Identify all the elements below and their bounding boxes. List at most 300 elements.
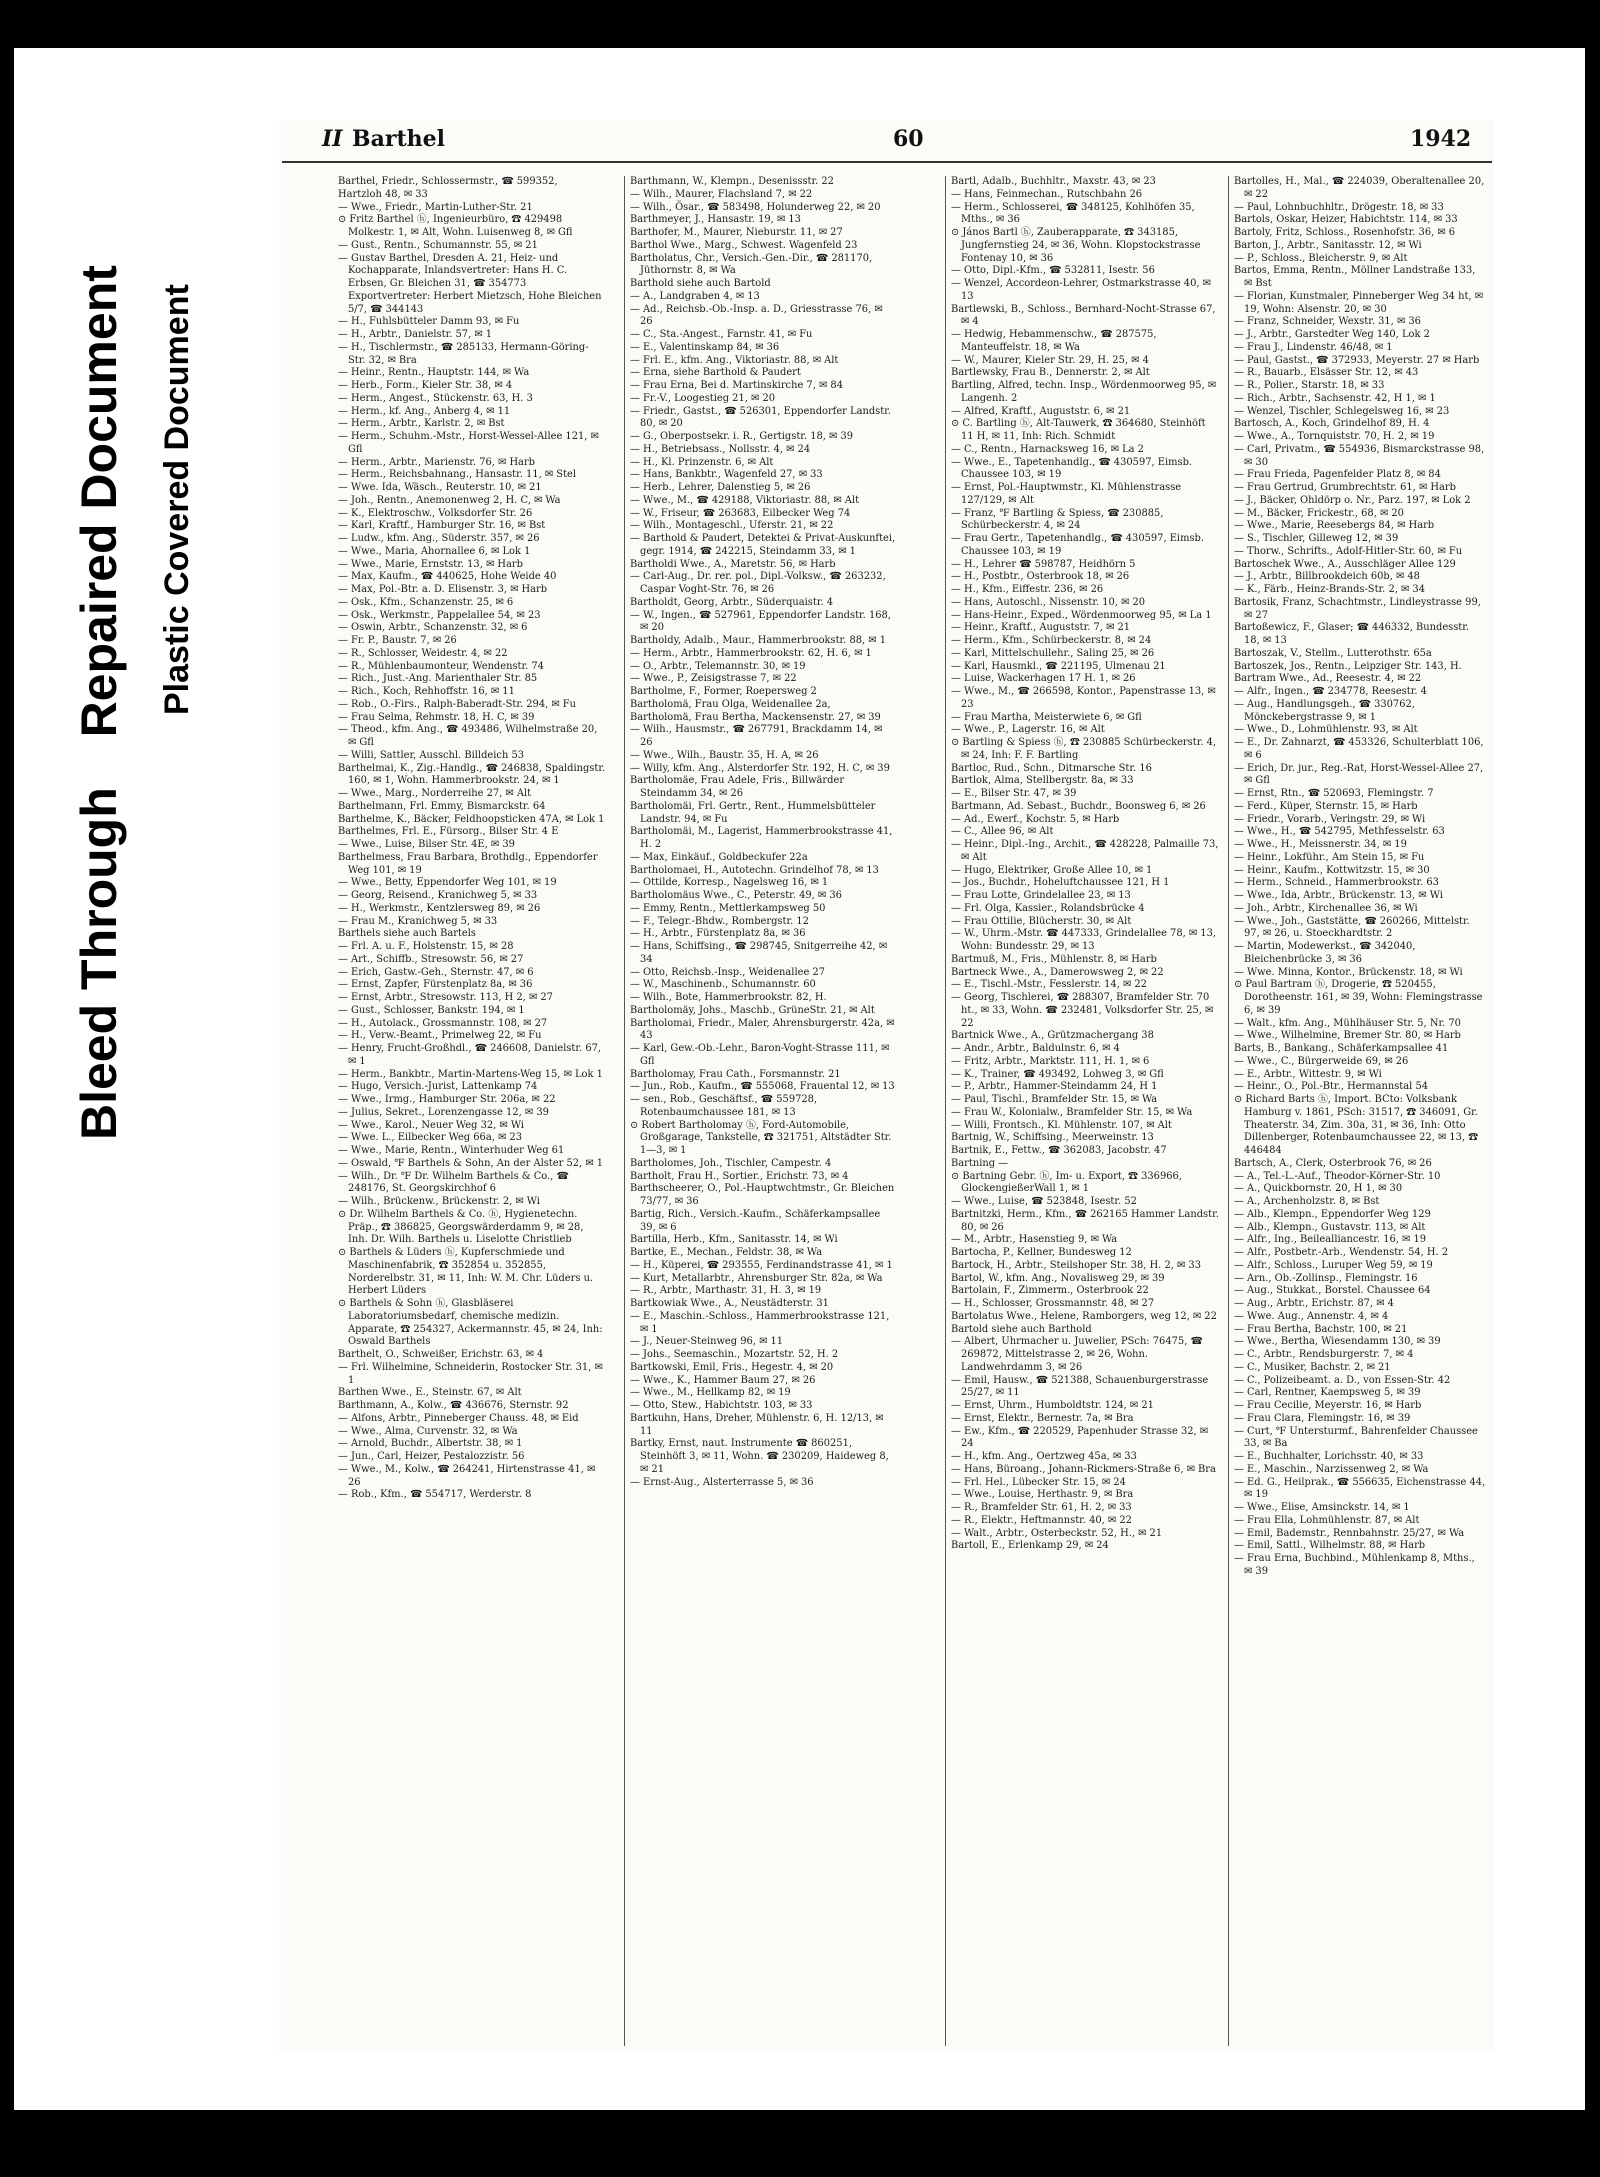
directory-entry: — Wenzel, Accordeon-Lehrer, Ostmarkstrasse 40, ✉ 13 [951, 278, 1211, 302]
directory-entry: — Frau Bertha, Bachstr. 100, ✉ 21 [1234, 1323, 1408, 1335]
directory-entry: — H., Postbtr., Osterbrook 18, ✉ 26 [951, 571, 1130, 583]
directory-entry: — Willy, kfm. Ang., Alsterdorfer Str. 192, H. C, ✉ 39 [630, 762, 890, 774]
directory-entry: — Otto, Dipl.-Kfm., ☎ 532811, Isestr. 56 [951, 265, 1155, 277]
directory-entry: — Walt., Arbtr., Osterbeckstr. 52, H., ✉ 21 [951, 1527, 1163, 1539]
directory-entry: — Joh., Arbtr., Kirchenallee 36, ✉ Wi [1234, 902, 1418, 914]
directory-entry: — Martin, Modewerkst., ☎ 342040, Bleichenbrücke 3, ✉ 36 [1234, 941, 1416, 965]
header-page-number: 60 [893, 126, 924, 152]
directory-entry: — Frau Gertrud, Grumbrechtstr. 61, ✉ Harb [1234, 482, 1456, 493]
directory-entry: — Paul, Lohnbuchhltr., Drögestr. 18, ✉ 33 [1234, 201, 1444, 213]
directory-entry: — Henry, Frucht-Großhdl., ☎ 246608, Danielstr. 67, ✉ 1 [338, 1043, 602, 1067]
directory-entry: — Wilh., Brückenw., Brückenstr. 2, ✉ Wi [338, 1196, 540, 1207]
directory-column-4 [1234, 176, 1486, 2046]
directory-entry: Bartmuß, M., Fris., Mühlenstr. 8, ✉ Harb [951, 953, 1157, 965]
directory-entry: Bartock, H., Arbtr., Steilshoper Str. 38, H. 2, ✉ 33 [951, 1259, 1202, 1271]
directory-entry: — R., Bramfelder Str. 61, H. 2, ✉ 33 [951, 1502, 1132, 1513]
directory-entry: — Wilh., Ösar., ☎ 583498, Holunderweg 22, ✉ 20 [630, 201, 881, 213]
directory-entry: ⊙ Bartning Gebr. ⓗ, Im- u. Export, ☎ 336966, GlockengießerWall 1, ✉ 1 [951, 1170, 1182, 1195]
directory-entry: — K., Elektroschw., Volksdorfer Str. 26 [338, 507, 533, 519]
directory-entry: — H., Werkmstr., Kentzlersweg 89, ✉ 26 [338, 902, 541, 914]
directory-entry: — Wenzel, Tischler, Schlegelsweg 16, ✉ 23 [1234, 405, 1450, 417]
directory-entry: — K., Trainer, ☎ 493492, Lohweg 3, ✉ Gfl [951, 1068, 1164, 1080]
directory-entry: — Wwe., Betty, Eppendorfer Weg 101, ✉ 19 [338, 877, 557, 889]
directory-entry: — Wwe., M., ☎ 429188, Viktoriastr. 88, ✉ Alt [630, 494, 860, 506]
directory-entry: — Willi, Sattler, Ausschl. Billdeich 53 [338, 749, 525, 761]
directory-entry: Barthofer, M., Maurer, Nieburstr. 11, ✉ 27 [630, 227, 843, 238]
repaired-document-text: Repaired Document [71, 265, 127, 738]
directory-entry: — Karl, Gew.-Ob.-Lehr., Baron-Voght-Strasse 111, ✉ Gfl [630, 1043, 890, 1067]
directory-entry: — E., Valentinskamp 84, ✉ 36 [630, 341, 780, 353]
directory-entry: — Fr. P., Baustr. 7, ✉ 26 [338, 635, 457, 646]
directory-entry: — Hugo, Versich.-Jurist, Lattenkamp 74 [338, 1081, 538, 1093]
directory-entry: — Herm., Arbtr., Karlstr. 2, ✉ Bst [338, 418, 505, 430]
directory-entry: — H., Betriebsass., Nollsstr. 4, ✉ 24 [630, 443, 811, 455]
directory-entry: — P., Arbtr., Hammer-Steindamm 24, H 1 [951, 1081, 1158, 1093]
directory-entry: ⊙ Robert Bartholomay ⓗ, Ford-Automobile, Großgarage, Tankstelle, ☎ 321751, Altstädter Str. 1—3, ✉ 1 [630, 1119, 892, 1156]
right-black-border [1585, 0, 1600, 2177]
directory-entry: — Gust., Schlosser, Bankstr. 194, ✉ 1 [338, 1004, 525, 1016]
directory-entry: — Wwe., Friedr., Martin-Luther-Str. 21 [338, 201, 533, 213]
directory-entry: — H., Arbtr., Fürstenplatz 8a, ✉ 36 [630, 928, 806, 940]
directory-entry: — Alfr., Ingen., ☎ 234778, Reesestr. 4 [1234, 686, 1427, 697]
header-section: II [322, 126, 343, 152]
directory-entry: — Willi, Frontsch., Kl. Mühlenstr. 107, ✉ Alt [951, 1119, 1172, 1131]
top-black-border [0, 0, 1600, 48]
directory-entry: — Heinr., Kraftf., Auguststr. 7, ✉ 21 [951, 622, 1131, 634]
directory-entry: — Carl, Privatm., ☎ 554936, Bismarckstrasse 98, ✉ 30 [1234, 443, 1485, 468]
directory-entry: — C., Musiker, Bachstr. 2, ✉ 21 [1234, 1361, 1391, 1373]
directory-entry: Barthelmai, K., Zig.-Handlg., ☎ 246838, Spaldingstr. 160, ✉ 1, Wohn. Hammerbrookstr. 24, ✉ 1 [338, 762, 606, 787]
directory-entry: Barthmeyer, J., Hansastr. 19, ✉ 13 [630, 214, 801, 226]
directory-entry: — W., Maschinenb., Schumannstr. 60 [630, 979, 816, 991]
directory-entry: — Jun., Carl, Heizer, Pestalozzistr. 56 [338, 1451, 525, 1462]
directory-entry: — R., Bauarb., Elsässer Str. 12, ✉ 43 [1234, 367, 1419, 379]
directory-entry: — Wwe., Marie, Rentn., Winterhuder Weg 61 [338, 1145, 565, 1156]
directory-entry: — Wilh., Maurer, Flachsland 7, ✉ 22 [630, 188, 813, 200]
directory-entry: — Julius, Sekret., Lorenzengasse 12, ✉ 39 [338, 1106, 549, 1118]
directory-entry: Barthold siehe auch Bartold [630, 278, 771, 289]
directory-entry: Bartholdy, Adalb., Maur., Hammerbrookstr. 88, ✉ 1 [630, 635, 887, 646]
directory-entry: Barthelme, K., Bäcker, Feldhoopsticken 47A, ✉ Lok 1 [338, 813, 605, 825]
directory-entry: — Wwe., Alma, Curvenstr. 32, ✉ Wa [338, 1425, 518, 1437]
directory-entry: ⊙ Barthels & Sohn ⓗ, Glasbläserei Laboratoriumsbedarf, chemische medizin. Apparate, ☎ 254327, Ackermannstr. 45, ✉ 24, Inh: Oswald Barthels [338, 1298, 603, 1348]
directory-entry: — Alfr., Postbetr.-Arb., Wendenstr. 54, H. 2 [1234, 1247, 1449, 1258]
directory-entry: — Wwe., H., Meissnerstr. 34, ✉ 19 [1234, 839, 1407, 850]
directory-entry: — Rich., Just.-Ang. Marienthaler Str. 85 [338, 673, 538, 685]
directory-entry: — Wwe., Marg., Norderreihe 27, ✉ Alt [338, 788, 532, 799]
directory-entry: — Barthold & Paudert, Detektei & Privat-Auskunftei, gegr. 1914, ☎ 242215, Steindamm 33, ✉ 1 [630, 533, 896, 557]
directory-entry: — Ernst, Pol.-Hauptwmstr., Kl. Mühlenstrasse 127/129, ✉ Alt [951, 482, 1182, 506]
directory-entry: Bartholomäe, Frau Adele, Fris., Billwärder Steindamm 34, ✉ 26 [630, 775, 845, 799]
directory-entry: — Alfr., Schloss., Luruper Weg 59, ✉ 19 [1234, 1259, 1433, 1271]
header-name: Barthel [352, 126, 445, 152]
directory-entry: Bartnik, E., Fettw., ☎ 362083, Jacobstr. 47 [951, 1145, 1167, 1156]
directory-entry: — K., Färb., Heinz-Brands-Str. 2, ✉ 34 [1234, 584, 1425, 595]
directory-entry: — Wwe., H., ☎ 542795, Methfesselstr. 63 [1234, 826, 1445, 838]
directory-entry: — Erich, Dr. jur., Reg.-Rat, Horst-Wessel-Allee 27, ✉ Gfl [1234, 762, 1484, 787]
directory-entry: Hartzloh 48, ✉ 33 [338, 188, 428, 200]
directory-entry: — C., Sta.-Angest., Farnstr. 41, ✉ Fu [630, 329, 813, 340]
directory-entry: — M., Bäcker, Frickestr., 68, ✉ 20 [1234, 507, 1404, 519]
directory-entry: — Wilh., Dr. ℉ Dr. Wilhelm Barthels & Co., ☎ 248176, St. Georgskirchhof 6 [338, 1170, 569, 1195]
bleed-through-text: Bleed Through [71, 787, 127, 1140]
directory-entry: — Herm., Reichsbahnang., Hansastr. 11, ✉ Stel [338, 469, 577, 481]
directory-entry: Bartholomäi, Frl. Gertr., Rent., Hummelsbütteler Landstr. 94, ✉ Fu [630, 800, 876, 825]
directory-entry: — H., Fuhlsbütteler Damm 93, ✉ Fu [338, 316, 520, 328]
directory-entry: — E., Buchhalter, Lorichsstr. 40, ✉ 33 [1234, 1451, 1424, 1462]
directory-column-1 [338, 176, 606, 2046]
directory-entry: — Alb., Klempn., Gustavstr. 113, ✉ Alt [1234, 1221, 1426, 1233]
directory-entry: Bartning — [951, 1157, 1009, 1169]
directory-entry: — R., Elektr., Heftmannstr. 40, ✉ 22 [951, 1514, 1132, 1526]
directory-entry: ⊙ János Bartl ⓗ, Zauberapparate, ☎ 343185, Jungfernstieg 24, ✉ 36, Wohn. Klopstockstrasse Fontenay 10, ✉ 36 [951, 227, 1201, 264]
directory-entry: Barthelmes, Frl. E., Fürsorg., Bilser Str. 4 E [338, 826, 559, 838]
directory-entry: — Emil, Sattl., Wilhelmstr. 88, ✉ Harb [1234, 1540, 1426, 1552]
directory-entry: — Erna, siehe Barthold & Paudert [630, 367, 801, 379]
directory-entry: Bartkowski, Emil, Fris., Hegestr. 4, ✉ 20 [630, 1361, 834, 1373]
directory-entry: — Herm., Bankbtr., Martin-Martens-Weg 15, ✉ Lok 1 [338, 1068, 603, 1080]
directory-entry: — Wwe., Karol., Neuer Weg 32, ✉ Wi [338, 1119, 524, 1131]
directory-entry: Bartholomes, Joh., Tischler, Campestr. 4 [630, 1157, 832, 1169]
directory-entry: — Heinr., Dipl.-Ing., Archit., ☎ 428228, Palmaille 73, ✉ Alt [951, 839, 1219, 863]
directory-entry: — Heinr., Kaufm., Kottwitzstr. 15, ✉ 30 [1234, 864, 1430, 876]
directory-entry: — Curt, ℉ Untersturmf., Bahrenfelder Chaussee 33, ✉ Ba [1234, 1425, 1478, 1450]
directory-entry: ⊙ Richard Barts ⓗ, Import. BCto: Volksbank Hamburg v. 1861, PSch: 31517, ☎ 346091, Gr. Theaterstr. 34, Zim. 30a, 31, ✉ 36, Inh: Otto Dillenberger, Rotenbaumchaussee 22, ✉ 13, ☎ 446484 [1234, 1094, 1479, 1156]
directory-entry: Barthelmann, Frl. Emmy, Bismarckstr. 64 [338, 800, 546, 812]
directory-entry: — C., Arbtr., Rendsburgerstr. 7, ✉ 4 [1234, 1349, 1414, 1360]
directory-entry: — Hans, Feinmechan., Rutschbahn 26 [951, 188, 1143, 200]
directory-entry: Barts, B., Bankang., Schäferkampsallee 41 [1234, 1043, 1449, 1054]
directory-entry: — Otto, Stew., Habichtstr. 103, ✉ 33 [630, 1400, 813, 1411]
directory-entry: ⊙ Dr. Wilhelm Barthels & Co. ⓗ, Hygienetechn. Präp., ☎ 386825, Georgswärderdamm 9, ✉ 28, Inh. Dr. Wilh. Barthels u. Liselotte Christlieb [338, 1208, 584, 1246]
directory-entry: ⊙ Paul Bartram ⓗ, Drogerie, ☎ 520455, Dorotheenstr. 161, ✉ 39, Wohn: Flemingstrasse 6, ✉ 39 [1234, 979, 1483, 1016]
directory-entry: — H., kfm. Ang., Oertzweg 45a, ✉ 33 [951, 1451, 1137, 1462]
directory-entry: — Karl, Mittelschullehr., Saling 25, ✉ 26 [951, 647, 1155, 659]
directory-entry: Bartlewsky, Frau B., Dennerstr. 2, ✉ Alt [951, 367, 1150, 379]
directory-entry: Bartolain, F., Zimmerm., Osterbrook 22 [951, 1285, 1149, 1297]
directory-entry: — R., Schlosser, Weidestr. 4, ✉ 22 [338, 647, 508, 659]
directory-entry: — Hugo, Elektriker, Große Allee 10, ✉ 1 [951, 864, 1153, 876]
directory-entry: — A., Tel.-L.-Auf., Theodor-Körner-Str. 10 [1234, 1170, 1441, 1182]
directory-entry: Bartholomäus Wwe., C., Peterstr. 49, ✉ 36 [630, 890, 842, 901]
directory-entry: — Frau Ella, Lohmühlenstr. 87, ✉ Alt [1234, 1514, 1420, 1526]
directory-entry: — Ernst, Elektr., Bernestr. 7a, ✉ Bra [951, 1412, 1134, 1424]
directory-entry: Bartos, Emma, Rentn., Möllner Landstraße 133, ✉ Bst [1234, 265, 1476, 289]
directory-entry: — Florian, Kunstmaler, Pinneberger Weg 34 ht, ✉ 19, Wohn: Alsenstr. 20, ✉ 30 [1234, 290, 1483, 315]
directory-entry: — C., Rentn., Harnacksweg 16, ✉ La 2 [951, 443, 1144, 455]
directory-entry: — H., Kl. Prinzenstr. 6, ✉ Alt [630, 456, 774, 468]
directory-entry: Barthscheerer, O., Pol.-Hauptwchtmstr., Gr. Bleichen 73/77, ✉ 36 [630, 1183, 895, 1207]
directory-entry: — C., Allee 96, ✉ Alt [951, 826, 1054, 838]
directory-entry: — Frau M., Kranichweg 5, ✉ 33 [338, 915, 498, 927]
directory-entry: — Hans, Bankbtr., Wagenfeld 27, ✉ 33 [630, 469, 823, 481]
directory-entry: — Frau Selma, Rehmstr. 18, H. C, ✉ 39 [338, 711, 535, 723]
directory-entry: Barthmann, W., Klempn., Desenissstr. 22 [630, 176, 834, 187]
directory-entry: — Frau W., Kolonialw., Bramfelder Str. 15, ✉ Wa [951, 1106, 1193, 1118]
directory-entry: — Franz, ℉ Bartling & Spiess, ☎ 230885, Schürbeckerstr. 4, ✉ 24 [951, 507, 1164, 532]
directory-entry: — Ernst, Zapfer, Fürstenplatz 8a, ✉ 36 [338, 979, 533, 991]
directory-entry: — Franz, Schneider, Wexstr. 31, ✉ 36 [1234, 316, 1421, 328]
directory-entry: — Aug., Handlungsgeh., ☎ 330762, Mönckebergstrasse 9, ✉ 1 [1234, 698, 1415, 723]
directory-entry: — P., Schloss., Bleicherstr. 9, ✉ Alt [1234, 252, 1408, 264]
directory-entry: Bartholomai, Friedr., Maler, Ahrensburgerstr. 42a, ✉ 43 [630, 1017, 895, 1042]
directory-entry: — Heinr., Lokführ., Am Stein 15, ✉ Fu [1234, 851, 1425, 863]
directory-entry: — Herb., Form., Kieler Str. 38, ✉ 4 [338, 380, 513, 391]
directory-entry: Bartholomay, Frau Cath., Forsmannstr. 21 [630, 1068, 841, 1080]
directory-entry: — E., Dr. Zahnarzt, ☎ 453326, Schulterblatt 106, ✉ 6 [1234, 737, 1484, 761]
directory-column-3 [951, 176, 1219, 2046]
directory-entry: — Herm., Schneid., Hammerbrookstr. 63 [1234, 877, 1439, 889]
directory-entry: Bartholt, Frau H., Sortier., Erichstr. 73, ✉ 4 [630, 1170, 849, 1182]
directory-entry: — Rich., Koch, Rehhoffstr. 16, ✉ 11 [338, 686, 515, 697]
directory-entry: — Georg, Reisend., Kranichweg 5, ✉ 33 [338, 890, 538, 901]
directory-entry: — G., Oberpostsekr. i. R., Gertigstr. 18, ✉ 39 [630, 431, 854, 442]
directory-entry: — E., Tischl.-Mstr., Fesslerstr. 14, ✉ 22 [951, 979, 1147, 991]
directory-entry: — Albert, Uhrmacher u. Juwelier, PSch: 76475, ☎ 269872, Mittelstrasse 2, ✉ 26, Wohn. Landwehrdamm 3, ✉ 26 [951, 1336, 1203, 1373]
directory-entry: — Paul, Gastst., ☎ 372933, Meyerstr. 27 ✉ Harb [1234, 354, 1480, 366]
directory-entry: — Erich, Gastw.-Geh., Sternstr. 47, ✉ 6 [338, 966, 534, 978]
directory-entry: — Otto, Reichsb.-Insp., Weidenallee 27 [630, 966, 825, 978]
directory-entry: — Frau Lotte, Grindelallee 23, ✉ 13 [951, 890, 1131, 901]
directory-entry: — Ludw., kfm. Ang., Süderstr. 357, ✉ 26 [338, 533, 540, 544]
directory-entry: — Wwe., Luise, ☎ 523848, Isestr. 52 [951, 1196, 1137, 1207]
bottom-black-border [0, 2110, 1600, 2177]
directory-entry: Bartholomaei, H., Autotechn. Grindelhof 78, ✉ 13 [630, 864, 879, 876]
directory-entry: ⊙ Bartling & Spiess ⓗ, ☎ 230885 Schürbeckerstr. 4, ✉ 24, Inh: F. F. Bartling [951, 737, 1217, 761]
directory-entry: — Wwe., M., Hellkamp 82, ✉ 19 [630, 1387, 791, 1399]
column-divider [624, 176, 625, 2046]
directory-entry: — Arn., Ob.-Zollinsp., Flemingstr. 16 [1234, 1272, 1418, 1284]
directory-entry: Barton, J., Arbtr., Sanitasstr. 12, ✉ Wi [1234, 239, 1422, 251]
directory-entry: — Ad., Ewerf., Kochstr. 5, ✉ Harb [951, 813, 1120, 825]
directory-entry: Bartosik, Franz, Schachtmstr., Lindleystrasse 99, ✉ 27 [1234, 596, 1481, 621]
directory-entry: — E., Maschin., Narzissenweg 2, ✉ Wa [1234, 1463, 1429, 1475]
directory-entry: Bartsch, A., Clerk, Osterbrook 76, ✉ 26 [1234, 1157, 1432, 1169]
directory-entry: Barthol Wwe., Marg., Schwest. Wagenfeld 23 [630, 239, 858, 251]
directory-entry: — Alb., Klempn., Eppendorfer Weg 129 [1234, 1208, 1431, 1220]
directory-entry: — Frau Erna, Buchbind., Mühlenkamp 8, Mths., ✉ 39 [1234, 1553, 1475, 1577]
directory-entry: — R., Polier., Starstr. 18, ✉ 33 [1234, 380, 1385, 391]
directory-entry: — Herb., Lehrer, Dalenstieg 5, ✉ 26 [630, 482, 811, 493]
directory-entry: — Hans, Schiffsing., ☎ 298745, Snitgerreihe 42, ✉ 34 [630, 941, 888, 965]
directory-entry: — Johs., Seemaschin., Mozartstr. 52, H. 2 [630, 1349, 839, 1360]
directory-entry: — Ernst, Arbtr., Stresowstr. 113, H 2, ✉ 27 [338, 992, 553, 1003]
directory-entry: — Frau Erna, Bei d. Martinskirche 7, ✉ 84 [630, 380, 843, 391]
directory-entry: — Fritz, Arbtr., Marktstr. 111, H. 1, ✉ 6 [951, 1055, 1150, 1067]
directory-entry: — Wilh., Montageschl., Uferstr. 21, ✉ 22 [630, 520, 834, 532]
directory-entry: — Frau Gertr., Tapetenhandlg., ☎ 430597, Eimsb. Chaussee 103, ✉ 19 [951, 533, 1204, 557]
directory-entry: — Frau Clara, Flemingstr. 16, ✉ 39 [1234, 1412, 1411, 1424]
directory-entry: Bartolles, H., Mal., ☎ 224039, Oberaltenallee 20, ✉ 22 [1234, 176, 1485, 200]
directory-entry: Bartholme, F., Former, Roepersweg 2 [630, 686, 817, 697]
directory-entry: Bartoschek Wwe., A., Ausschläger Allee 129 [1234, 558, 1456, 570]
directory-entry: — W., Uhrm.-Mstr. ☎ 447333, Grindelallee 78, ✉ 13, Wohn: Bundesstr. 29, ✉ 13 [951, 928, 1217, 952]
directory-entry: — Alfred, Kraftf., Auguststr. 6, ✉ 21 [951, 405, 1131, 417]
directory-entry: Bartholomäy, Johs., Maschb., GrüneStr. 21, ✉ Alt [630, 1004, 875, 1016]
directory-entry: Bartolatus Wwe., Helene, Ramborgers, weg 12, ✉ 22 [951, 1310, 1217, 1322]
directory-entry: — Art., Schiffb., Stresowstr. 56, ✉ 27 [338, 953, 524, 965]
directory-entry: — Wwe. Ida, Wäsch., Reuterstr. 10, ✉ 21 [338, 482, 542, 493]
directory-entry: — Carl-Aug., Dr. rer. pol., Dipl.-Volksw., ☎ 263232, Caspar Voght-Str. 76, ✉ 26 [630, 571, 886, 595]
directory-entry: — Heinr., O., Pol.-Btr., Hermannstal 54 [1234, 1081, 1429, 1093]
directory-entry: Bartke, E., Mechan., Feldstr. 38, ✉ Wa [630, 1247, 823, 1258]
directory-entry: — Karl, Kraftf., Hamburger Str. 16, ✉ Bst [338, 520, 546, 532]
directory-entry: — Wwe., Marie, Reesebergs 84, ✉ Harb [1234, 520, 1435, 532]
directory-entry: — Theod., kfm. Ang., ☎ 493486, Wilhelmstraße 20, ✉ Gfl [338, 724, 598, 748]
directory-entry: — Frl. Hel., Lübecker Str. 15, ✉ 24 [951, 1476, 1126, 1488]
directory-entry: — Jos., Buchdr., Hoheluftchaussee 121, H 1 [951, 877, 1170, 889]
directory-entry: — Wwe., Maria, Ahornallee 6, ✉ Lok 1 [338, 545, 531, 557]
directory-entry: — Wwe., Irmg., Hamburger Str. 206a, ✉ 22 [338, 1094, 556, 1105]
directory-entry: — Rob., Kfm., ☎ 554717, Werderstr. 8 [338, 1489, 532, 1501]
directory-entry: Barthmann, A., Kolw., ☎ 436676, Sternstr. 92 [338, 1400, 569, 1411]
directory-entry: — C., Polizeibeamt. a. D., von Essen-Str. 42 [1234, 1374, 1451, 1386]
directory-entry: — Herm., Arbtr., Marienstr. 76, ✉ Harb [338, 456, 535, 468]
directory-entry: — Osk., Werkmstr., Pappelallee 54, ✉ 23 [338, 609, 541, 621]
directory-entry: Bartnig, W., Schiffsing., Meerweinstr. 13 [951, 1132, 1154, 1144]
directory-entry: — Rich., Arbtr., Sachsenstr. 42, H 1, ✉ 1 [1234, 392, 1436, 404]
directory-entry: — Wwe., D., Lohmühlenstr. 93, ✉ Alt [1234, 724, 1418, 736]
directory-entry: — Max, Pol.-Btr. a. D. Elisenstr. 3, ✉ Harb [338, 584, 548, 595]
directory-entry: — A., Archenholzstr. 8, ✉ Bst [1234, 1196, 1380, 1207]
directory-entry: — Carl, Rentner, Kaempsweg 5, ✉ 39 [1234, 1387, 1421, 1399]
directory-entry: — Walt., kfm. Ang., Mühlhäuser Str. 5, Nr. 70 [1234, 1017, 1461, 1029]
directory-entry: — sen., Rob., Geschäftsf., ☎ 559728, Rotenbaumchaussee 181, ✉ 13 [630, 1094, 818, 1118]
directory-entry: — Ferd., Küper, Sternstr. 15, ✉ Harb [1234, 800, 1418, 812]
directory-entry: — Wwe. Minna, Kontor., Brückenstr. 18, ✉ Wi [1234, 966, 1463, 978]
directory-entry: Bartold siehe auch Barthold [951, 1323, 1092, 1335]
directory-entry: — Frau Frieda, Pagenfelder Platz 8, ✉ 84 [1234, 469, 1441, 481]
directory-entry: — Frau Martha, Meisterwiete 6, ✉ Gfl [951, 711, 1142, 723]
directory-entry: — Wwe., E., Tapetenhandlg., ☎ 430597, Eimsb. Chaussee 103, ✉ 19 [951, 456, 1193, 481]
directory-entry: — W., Ingen., ☎ 527961, Eppendorfer Landstr. 168, ✉ 20 [630, 609, 891, 634]
directory-entry: — Gustav Barthel, Dresden A. 21, Heiz- und Kochapparate, Inlandsvertreter: Hans H. C. Erbsen, Gr. Bleichen 31, ☎ 354773 Exportvertreter: Herbert Mietzsch, Hohe Bleichen 5/7, ☎ 344143 [338, 252, 602, 315]
directory-entry: Bartling, Alfred, techn. Insp., Wördenmoorweg 95, ✉ Langenh. 2 [951, 380, 1217, 404]
directory-entry: — Ew., Kfm., ☎ 220529, Papenhuder Strasse 32, ✉ 24 [951, 1425, 1209, 1450]
directory-entry: — Oswin, Arbtr., Schanzenstr. 32, ✉ 6 [338, 622, 528, 634]
directory-entry: ⊙ C. Bartling ⓗ, Alt-Tauwerk, ☎ 364680, Steinhöft 11 H, ✉ 11, Inh: Rich. Schmidt [951, 418, 1206, 442]
directory-entry: — Thorw., Schrifts., Adolf-Hitler-Str. 60, ✉ Fu [1234, 545, 1463, 557]
directory-entry: — Frl. A. u. F., Holstenstr. 15, ✉ 28 [338, 941, 514, 952]
directory-entry: — Ottilde, Korresp., Nagelsweg 16, ✉ 1 [630, 877, 829, 889]
directory-entry: — Friedr., Vorarb., Veringstr. 29, ✉ Wi [1234, 813, 1426, 825]
directory-entry: — H., Verw.-Beamt., Primelweg 22, ✉ Fu [338, 1030, 542, 1042]
directory-entry: — Emmy, Rentn., Mettlerkampsweg 50 [630, 902, 826, 914]
directory-entry: — Frl. Olga, Kassier., Rolandsbrücke 4 [951, 902, 1145, 914]
directory-entry: — Aug., Stukkat., Borstel. Chaussee 64 [1234, 1285, 1431, 1297]
directory-entry: — Gust., Rentn., Schumannstr. 55, ✉ 21 [338, 239, 538, 251]
directory-entry: — Hans, Büroang., Johann-Rickmers-Straße 6, ✉ Bra [951, 1463, 1216, 1475]
directory-entry: — S., Tischler, Gilleweg 12, ✉ 39 [1234, 533, 1399, 544]
directory-entry: — Osk., Kfm., Schanzenstr. 25, ✉ 6 [338, 596, 514, 608]
directory-entry: Bartholatus, Chr., Versich.-Gen.-Dir., ☎ 281170, Jüthornstr. 8, ✉ Wa [630, 252, 873, 277]
directory-entry: — Ernst, Rtn., ☎ 520693, Flemingstr. 7 [1234, 788, 1434, 799]
directory-entry: Bartols, Oskar, Heizer, Habichtstr. 114, ✉ 33 [1234, 214, 1458, 226]
directory-entry: — Frau Cecilie, Meyerstr. 16, ✉ Harb [1234, 1400, 1422, 1411]
directory-entry: — Kurt, Metallarbtr., Ahrensburger Str. 82a, ✉ Wa [630, 1272, 883, 1284]
directory-entry: — H., Tischlermstr., ☎ 285133, Hermann-Göring-Str. 32, ✉ Bra [338, 341, 589, 366]
directory-entry: — Max, Einkäuf., Goldbeckufer 22a [630, 851, 808, 863]
directory-entry: — Hedwig, Hebammenschw., ☎ 287575, Manteuffelstr. 18, ✉ Wa [951, 329, 1157, 353]
directory-entry: Bartol, W., kfm. Ang., Novalisweg 29, ✉ 39 [951, 1272, 1165, 1284]
directory-entry: Bartloc, Rud., Schn., Ditmarsche Str. 16 [951, 762, 1152, 774]
directory-entry: Bartnick Wwe., A., Grützmachergang 38 [951, 1030, 1154, 1042]
directory-entry: — A., Quickbornstr. 20, H 1, ✉ 30 [1234, 1183, 1403, 1195]
directory-entry: — R., Arbtr., Marthastr. 31, H. 3, ✉ 19 [630, 1285, 822, 1297]
directory-entry: — R., Mühlenbaumonteur, Wendenstr. 74 [338, 660, 544, 672]
left-black-border [0, 0, 14, 2177]
directory-entry: Bartoßewicz, F., Glaser; ☎ 446332, Bundesstr. 18, ✉ 13 [1234, 622, 1470, 646]
directory-entry: — Heinr., Rentn., Hauptstr. 144, ✉ Wa [338, 367, 530, 379]
directory-entry: — Alfons, Arbtr., Pinneberger Chauss. 48, ✉ Eid [338, 1412, 579, 1424]
directory-entry: Bartoszek, Jos., Rentn., Leipziger Str. 143, H. [1234, 660, 1462, 672]
directory-entry: Bartholomä, Frau Olga, Weidenallee 2a, [630, 698, 831, 710]
directory-entry: — Max, Kaufm., ☎ 440625, Hohe Weide 40 [338, 571, 557, 583]
directory-entry: — M., Arbtr., Hasenstieg 9, ✉ Wa [951, 1234, 1118, 1246]
directory-entry: — Paul, Tischl., Bramfelder Str. 15, ✉ Wa [951, 1094, 1158, 1105]
directory-entry: — Herm., Angest., Stückenstr. 63, H. 3 [338, 392, 533, 404]
directory-entry: Bartmann, Ad. Sebast., Buchdr., Boonsweg 6, ✉ 26 [951, 800, 1206, 812]
directory-entry: — Wwe., C., Bürgerweide 69, ✉ 26 [1234, 1055, 1409, 1067]
directory-entry: Bartky, Ernst, naut. Instrumente ☎ 860251, Steinhöft 3, ✉ 11, Wohn. ☎ 230209, Haideweg 8, ✉ 21 [630, 1438, 889, 1475]
directory-entry: — Wwe., Luise, Bilser Str. 4E, ✉ 39 [338, 839, 515, 850]
directory-entry: — H., Küperei, ☎ 293555, Ferdinandstrasse 41, ✉ 1 [630, 1259, 893, 1271]
directory-entry: — Wwe., M., Kolw., ☎ 264241, Hirtenstrasse 41, ✉ 26 [338, 1463, 596, 1488]
directory-entry: Barthel, Friedr., Schlossermstr., ☎ 599352, [338, 176, 558, 187]
directory-entry: — Frl. Wilhelmine, Schneiderin, Rostocker Str. 31, ✉ 1 [338, 1361, 603, 1386]
directory-entry: Bartholomäi, M., Lagerist, Hammerbrookstrasse 41, H. 2 [630, 826, 893, 850]
directory-entry: — O., Arbtr., Telemannstr. 30, ✉ 19 [630, 660, 806, 672]
directory-entry: — A., Landgraben 4, ✉ 13 [630, 290, 760, 302]
directory-entry: Bartnitzki, Herm., Kfm., ☎ 262165 Hammer Landstr. 80, ✉ 26 [951, 1208, 1219, 1233]
directory-entry: — Aug., Arbtr., Erichstr. 87, ✉ 4 [1234, 1298, 1394, 1309]
directory-entry: — Frau Ottilie, Blücherstr. 30, ✉ Alt [951, 915, 1132, 927]
directory-entry: ⊙ Barthels & Lüders ⓗ, Kupferschmiede und Maschinenfabrik, ☎ 352854 u. 352855, Norderelbstr. 31, ✉ 11, Inh: W. M. Chr. Lüders u. Herbert Lüders [338, 1247, 594, 1297]
directory-entry: Bartoll, E., Erlenkamp 29, ✉ 24 [951, 1540, 1109, 1552]
directory-entry: — H., Lehrer ☎ 598787, Heidhörn 5 [951, 558, 1136, 570]
directory-entry: Barthelmess, Frau Barbara, Brothdlg., Eppendorfer Weg 101, ✉ 19 [338, 851, 598, 876]
directory-entry: — Wilh., Bote, Hammerbrookstr. 82, H. [630, 992, 827, 1003]
directory-entry: — F., Telegr.-Bhdw., Rombergstr. 12 [630, 915, 809, 927]
directory-entry: — Ernst, Uhrm., Humboldtstr. 124, ✉ 21 [951, 1400, 1154, 1411]
directory-entry: — H., Autolack., Grossmannstr. 108, ✉ 27 [338, 1017, 548, 1029]
directory-entry: — Wwe. L., Eilbecker Weg 66a, ✉ 23 [338, 1132, 522, 1144]
directory-entry: — Emil, Bademstr., Rennbahnstr. 25/27, ✉ Wa [1234, 1527, 1465, 1539]
directory-entry: — H., Schlosser, Grossmannstr. 48, ✉ 27 [951, 1298, 1155, 1309]
directory-entry: — Wwe. Aug., Annenstr. 4, ✉ 4 [1234, 1310, 1389, 1322]
directory-entry: Bartlewski, B., Schloss., Bernhard-Nocht-Strasse 67, ✉ 4 [951, 303, 1216, 328]
directory-column-2 [630, 176, 898, 2046]
directory-entry: — Wilh., Hausmstr., ☎ 267791, Brackdamm 14, ✉ 26 [630, 724, 883, 748]
directory-entry: — Oswald, ℉ Barthels & Sohn, An der Alster 52, ✉ 1 [338, 1157, 604, 1169]
directory-entry: — Friedr., Gastst., ☎ 526301, Eppendorfer Landstr. 80, ✉ 20 [630, 405, 891, 430]
directory-entry: — Herm., Kfm., Schürbeckerstr. 8, ✉ 24 [951, 635, 1152, 646]
plastic-covered-label: Plastic Covered Document [158, 284, 196, 715]
bleed-through-repaired-label [70, 265, 128, 1140]
directory-entry: Bartneck Wwe., A., Damerowsweg 2, ✉ 22 [951, 966, 1164, 978]
directory-entry: — W., Maurer, Kieler Str. 29, H. 25, ✉ 4 [951, 354, 1149, 366]
directory-entry: — J., Bäcker, Ohldörp o. Nr., Parz. 197, ✉ Lok 2 [1234, 494, 1471, 506]
directory-entry: — E., Bilser Str. 47, ✉ 39 [951, 788, 1077, 799]
directory-entry: ⊙ Fritz Barthel ⓗ, Ingenieurbüro, ☎ 429498 Molkestr. 1, ✉ Alt, Wohn. Luisenweg 8, ✉ Gfl [338, 214, 573, 238]
directory-entry: — Luise, Wackerhagen 17 H. 1, ✉ 26 [951, 673, 1136, 685]
directory-entry: — Wwe., Wilhelmine, Bremer Str. 80, ✉ Harb [1234, 1030, 1461, 1042]
directory-entry: — Jun., Rob., Kaufm., ☎ 555068, Frauental 12, ✉ 13 [630, 1081, 895, 1093]
directory-entry: — Emil, Hausw., ☎ 521388, Schauenburgerstrasse 25/27, ✉ 11 [951, 1374, 1209, 1399]
directory-entry: — Frl. E., kfm. Ang., Viktoriastr. 88, ✉ Alt [630, 354, 839, 366]
directory-entry: — Wwe., M., ☎ 266598, Kontor., Papenstrasse 13, ✉ 23 [951, 686, 1216, 710]
directory-entry: Bartkowiak Wwe., A., Neustädterstr. 31 [630, 1298, 829, 1309]
